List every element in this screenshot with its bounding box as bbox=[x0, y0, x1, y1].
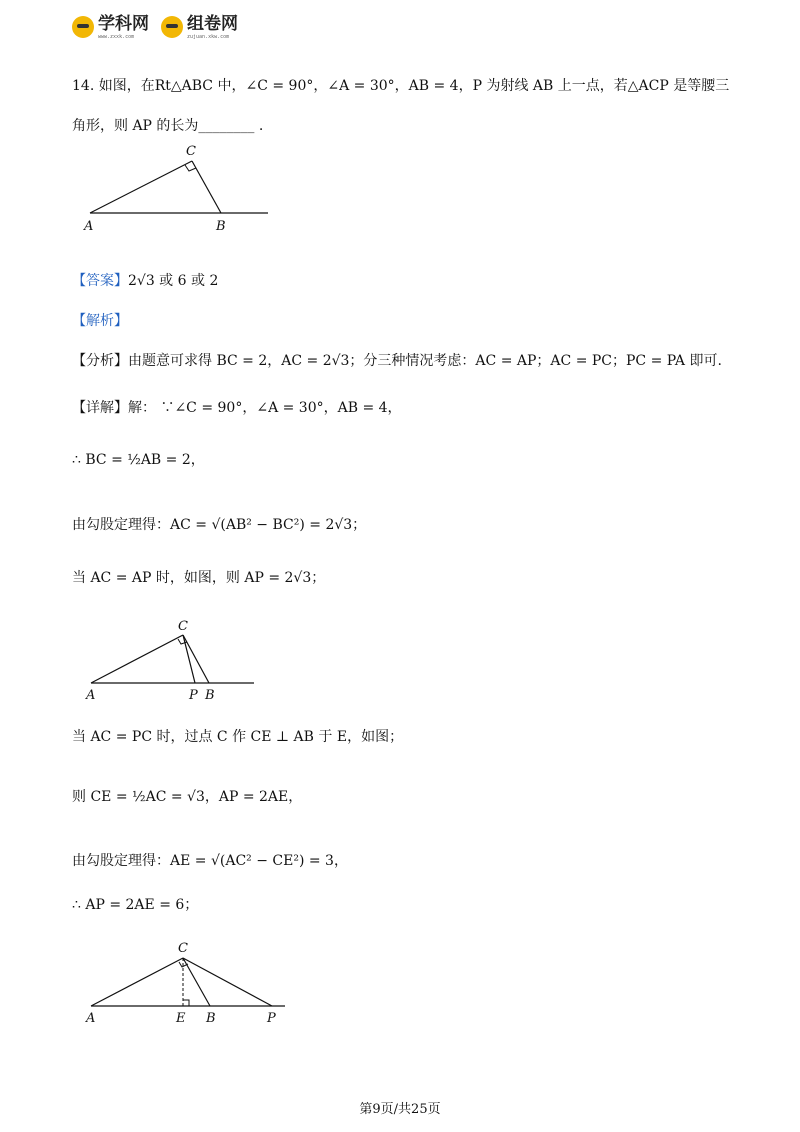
fig3-label-e: E bbox=[176, 1011, 186, 1026]
figure-1 bbox=[83, 144, 268, 234]
fig1-side-cb bbox=[192, 161, 221, 213]
detail-line-1: 解： ∵∠C = 90°，∠A = 30°，AB = 4， bbox=[128, 400, 402, 416]
figure-3 bbox=[85, 941, 285, 1026]
detail-tag: 【详解】 bbox=[72, 400, 128, 416]
detail-line-5: 当 AC = PC 时，过点 C 作 CE ⊥ AB 于 E，如图； bbox=[72, 729, 404, 745]
detail-line-2: ∴ BC = ½AB = 2， bbox=[72, 452, 205, 468]
fig2-label-b: B bbox=[205, 688, 215, 703]
zujuan-logo: 组卷网 zujuan.xkw.com bbox=[187, 14, 238, 40]
question-line-2: 角形，则 AP 的长为________ . bbox=[72, 118, 264, 134]
fenxi-tag: 【分析】 bbox=[72, 353, 128, 369]
answer-row bbox=[72, 270, 218, 290]
detail-line-3: 由勾股定理得：AC = √(AB² − BC²) = 2√3； bbox=[72, 517, 367, 533]
fig2-label-p: P bbox=[189, 688, 198, 703]
detail-row-1 bbox=[72, 397, 402, 417]
fig2-label-c: C bbox=[178, 619, 188, 634]
page-number: 第9页/共25页 bbox=[359, 1102, 441, 1117]
fig3-label-c: C bbox=[178, 941, 188, 956]
answer-text: 2√3 或 6 或 2 bbox=[128, 273, 219, 289]
fig3-side-ac bbox=[91, 958, 183, 1006]
fig1-side-ac bbox=[90, 161, 192, 213]
detail-line-7: 由勾股定理得：AE = √(AC² − CE²) = 3， bbox=[72, 853, 348, 869]
fenxi-row bbox=[72, 350, 722, 370]
question-line-1: 14. 如图，在Rt△ABC 中，∠C = 90°，∠A = 30°，AB = 4，P 为射线 AB 上一点，若△ACP 是等腰三 bbox=[72, 78, 730, 94]
fig1-label-a: A bbox=[84, 219, 94, 234]
fig1-label-c: C bbox=[186, 144, 196, 159]
fig3-label-b: B bbox=[206, 1011, 216, 1026]
fig3-label-p: P bbox=[267, 1011, 276, 1026]
analysis-tag: 【解析】 bbox=[72, 313, 128, 329]
fig1-label-b: B bbox=[216, 219, 226, 234]
fig2-segment-cp bbox=[183, 635, 195, 683]
detail-line-4: 当 AC = AP 时，如图，则 AP = 2√3； bbox=[72, 570, 326, 586]
fenxi-text: 由题意可求得 BC = 2，AC = 2√3；分三种情况考虑：AC = AP；AC = PC；PC = PA 即可. bbox=[128, 353, 722, 369]
detail-line-6: 则 CE = ½AC = √3，AP = 2AE， bbox=[72, 789, 303, 805]
fig3-right-angle-mark-e bbox=[183, 1000, 189, 1006]
xueke-logo: 学科网 www.zxxk.com bbox=[98, 14, 149, 40]
fig2-side-ac bbox=[91, 635, 183, 683]
detail-line-8: ∴ AP = 2AE = 6； bbox=[72, 897, 199, 913]
answer-tag: 【答案】 bbox=[72, 273, 128, 289]
fig2-label-a: A bbox=[86, 688, 96, 703]
figure-2 bbox=[85, 619, 254, 703]
fig3-label-a: A bbox=[86, 1011, 96, 1026]
